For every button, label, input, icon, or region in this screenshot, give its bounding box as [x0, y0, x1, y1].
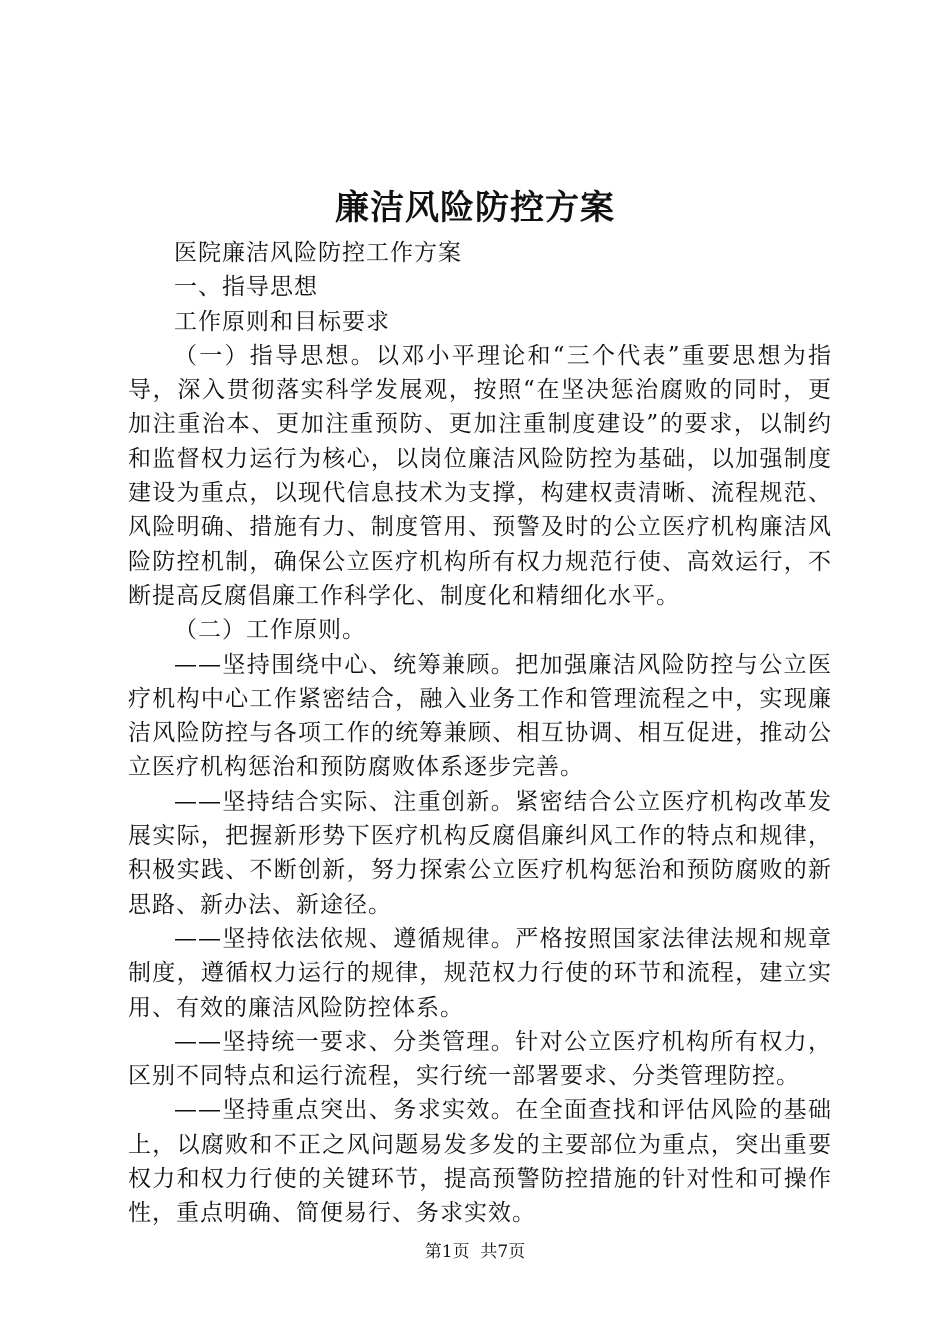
doc-paragraph: ——坚持围绕中心、统筹兼顾。把加强廉洁风险防控与公立医疗机构中心工作紧密结合，融入业务工作和管理流程之中，实现廉洁风险防控与各项工作的统筹兼顾、相互协调、相互促进，推动公立医疗机构惩治和预防腐败体系逐步完善。 — [128, 651, 832, 781]
doc-paragraph: （二）工作原则。 — [174, 617, 366, 644]
doc-paragraph: 一、指导思想 — [174, 274, 318, 301]
page-number: 第1页 共7页 — [424, 1242, 526, 1262]
page-footer — [0, 1240, 950, 1264]
document-body — [128, 236, 832, 1231]
document-title: 廉洁风险防控方案 — [335, 188, 615, 228]
doc-paragraph: 工作原则和目标要求 — [174, 308, 390, 335]
doc-paragraph: 医院廉洁风险防控工作方案 — [174, 240, 462, 266]
doc-paragraph: ——坚持结合实际、注重创新。紧密结合公立医疗机构改革发展实际，把握新形势下医疗机构反腐倡廉纠风工作的特点和规律，积极实践、不断创新，努力探索公立医疗机构惩治和预防腐败的新思路、新办法、新途径。 — [128, 788, 832, 918]
doc-paragraph: ——坚持统一要求、分类管理。针对公立医疗机构所有权力，区别不同特点和运行流程，实行统一部署要求、分类管理防控。 — [128, 1028, 832, 1090]
doc-paragraph: ——坚持依法依规、遵循规律。严格按照国家法律法规和规章制度，遵循权力运行的规律，规范权力行使的环节和流程，建立实用、有效的廉洁风险防控体系。 — [128, 925, 832, 1021]
doc-paragraph: （一）指导思想。以邓小平理论和“三个代表”重要思想为指导，深入贯彻落实科学发展观，按照“在坚决惩治腐败的同时，更加注重治本、更加注重预防、更加注重制度建设”的要求，以制约和监督权力运行为核心，以岗位廉洁风险防控为基础，以加强制度建设为重点，以现代信息技术为支撑，构建权责清晰、流程规范、风险明确、措施有力、制度管用、预警及时的公立医疗机构廉洁风险防控机制，确保公立医疗机构所有权力规范行使、高效运行，不断提高反腐倡廉工作科学化、制度化和精细化水平。 — [128, 342, 832, 609]
doc-paragraph: ——坚持重点突出、务求实效。在全面查找和评估风险的基础上，以腐败和不正之风问题易发多发的主要部位为重点，突出重要权力和权力行使的关键环节，提高预警防控措施的针对性和可操作性，重点明确、简便易行、务求实效。 — [128, 1097, 832, 1227]
